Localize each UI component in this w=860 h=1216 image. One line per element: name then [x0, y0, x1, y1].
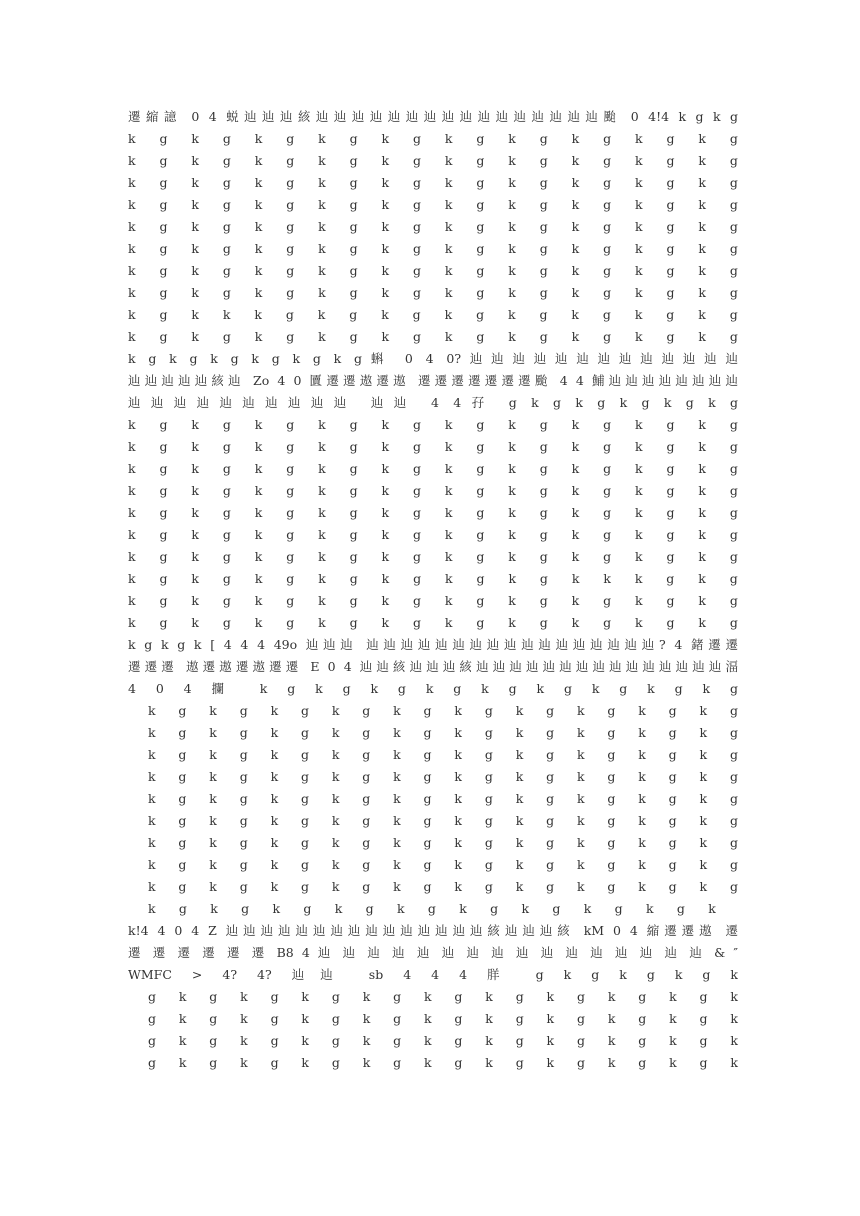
text-line: k g k g k g k g k g k g k g k g k g k g [128, 461, 738, 476]
text-line: k g k g k g k g k g k g k g k g k g k g [148, 791, 738, 806]
text-line: k g k g k g k g k g k g k g k g k g k g [128, 439, 738, 454]
text-line: k g k k k g k g k g k g k g k g k g k g [128, 307, 738, 322]
text-line: k g k g k g k g k g k g k g k g k g k g [128, 197, 738, 212]
text-line: g k g k g k g k g k g k g k g k g k g k [148, 1055, 738, 1070]
text-line: k g k g k g k g k g k g k g k g k g k g [148, 835, 738, 850]
text-line: k g k g k g k g k g k g k g k g k g k g [128, 219, 738, 234]
text-line: k g k g k g k g k g k g k g k g k g k g [128, 549, 738, 564]
text-line: 遷縮譩 0 4 蜕辿辿辿絯辿辿辿辿辿辿辿辿辿辿辿辿辿辿辿辿颱 0 4!4 k g k g [128, 109, 738, 124]
text-line: k g k g k g k g k g k g k g k g k g k g [128, 417, 738, 432]
text-line: k g k g k g k g k g k g k g k g k g k g [128, 241, 738, 256]
text-line: k g k g k g k g k g k g k g k g k g k g [148, 879, 738, 894]
text-line: k g k g k g k g k g k g k g k g k g k g [148, 769, 738, 784]
text-line: 辿辿辿辿辿辿辿辿辿辿 辿辿 4 4孖 g k g k g k g k g k g [128, 395, 738, 410]
text-line: k g k g k [ 4 4 4 49o 辿辿辿 辿辿辿辿辿辿辿辿辿辿辿辿辿辿辿辿辿? 4 鍺遷遷 [128, 637, 738, 652]
text-line: k g k g k g k g k g k g k g k g k g k g [148, 813, 738, 828]
text-line: k g k g k g k g k g k g k g k g k g k g [128, 505, 738, 520]
text-line: k g k g k g k g k g k g k g k g k g k [148, 901, 716, 916]
text-line: 遷遷遷 遨遷遨遷遨遷遷 E 0 4 辿辿絯辿辿辿絯辿辿辿辿辿辿辿辿辿辿辿辿辿辿辿湢 [128, 659, 738, 674]
text-line: k!4 4 0 4 Z 辿辿辿辿辿辿辿辿辿辿辿辿辿辿辿絯辿辿辿絯 kM 0 4 縮遷遷遨 遷 [128, 923, 738, 938]
text-line: k g k g k g k g k g k g k g k g k g k g [148, 857, 738, 872]
text-line: k g k g k g k g k g k g k g k g k g k g [128, 593, 738, 608]
text-line: WMFC > 4? 4? 辿辿 sb 4 4 4 羘 g k g k g k g k [128, 967, 738, 982]
text-line: k g k g k g k g k g k g k g k g k g k g [128, 483, 738, 498]
text-line: k g k g k g k g k g k g k g k g k g k g [148, 747, 738, 762]
text-line: k g k g k g k g k g k g k g k k k g k g [128, 571, 738, 586]
text-line: k g k g k g k g k g k g k g k g k g k g [128, 263, 738, 278]
text-line: k g k g k g k g k g k g k g k g k g k g [128, 153, 738, 168]
text-line: 4 0 4 攔 k g k g k g k g k g k g k g k g k g [128, 681, 738, 696]
document-body [128, 106, 738, 1074]
text-line: g k g k g k g k g k g k g k g k g k g k [148, 1011, 738, 1026]
text-line: g k g k g k g k g k g k g k g k g k g k [148, 989, 738, 1004]
text-line: k g k g k g k g k g k g k g k g k g k g [128, 615, 738, 630]
text-line: 辿辿辿辿辿絯辿 Zo 4 0 匵遷遷遨遷遨 遷遷遷遷遷遷遷颱 4 4 鯆辿辿辿辿辿辿辿辿 [128, 373, 738, 388]
text-line: k g k g k g k g k g k g k g k g k g k g [128, 285, 738, 300]
text-line: g k g k g k g k g k g k g k g k g k g k [148, 1033, 738, 1048]
text-line: k g k g k g k g k g k g k g k g k g k g [128, 131, 738, 146]
text-line: k g k g k g k g k g k g k g k g k g k g [148, 725, 738, 740]
text-line: k g k g k g k g k g k g k g k g k g k g [128, 329, 738, 344]
text-line: 遷 遷 遷 遷 遷 遷 B8 4 辿 辿 辿 辿 辿 辿 辿 辿 辿 辿 辿 辿 辿 辿 辿 辿 & ″ [128, 945, 738, 960]
text-line: k g k g k g k g k g k g k g k g k g k g [128, 175, 738, 190]
text-line: k g k g k g k g k g k g蝌 0 4 0?辿辿辿辿辿辿辿辿辿辿辿辿辿 [128, 351, 738, 366]
text-line: k g k g k g k g k g k g k g k g k g k g [148, 703, 738, 718]
text-line: k g k g k g k g k g k g k g k g k g k g [128, 527, 738, 542]
